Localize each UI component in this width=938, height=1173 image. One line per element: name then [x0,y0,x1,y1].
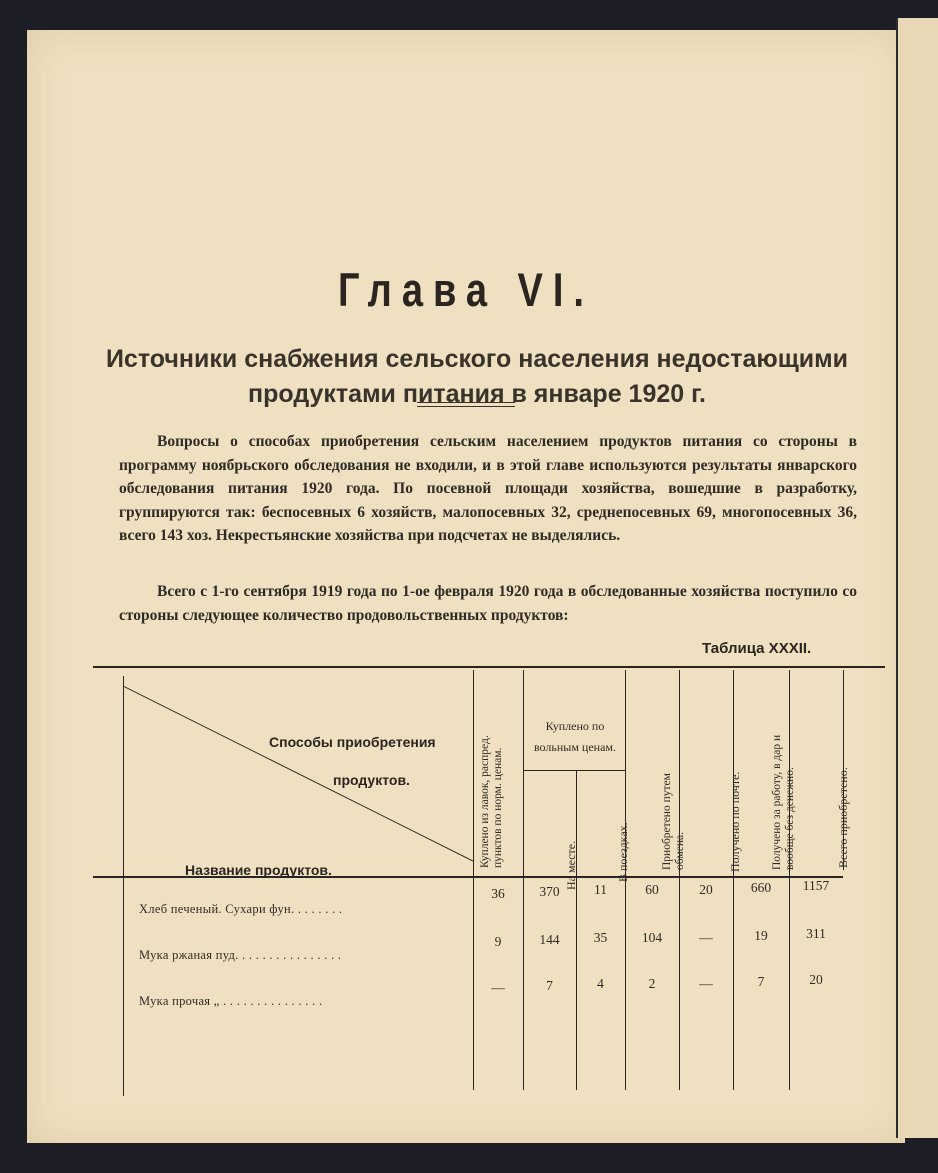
data-table [93,666,885,1096]
cell-bread-post: 20 [699,882,713,897]
cell-rye-local: 144 [539,932,560,947]
col-header-post: Получено по почте. [728,771,742,872]
col-header-exchange: Приобретено путем обмена. [661,773,686,870]
cell-other-exchange: 2 [648,976,656,991]
cell-other-local: 7 [546,978,553,993]
cell-bread-trips: 11 [594,882,607,897]
cell-other-work: 7 [757,974,765,989]
cell-rye-shops: 9 [494,934,502,949]
cell-other-trips: 4 [597,976,604,991]
paragraph-1 [119,430,857,548]
cell-bread-exchange: 60 [645,882,659,897]
chapter-heading: Глава VI. [338,264,594,318]
table-title: Таблица XXXII. [702,640,812,657]
row-label-other-flour: Мука прочая „ . . . . . . . . . . . . . . . [139,994,323,1008]
corner-top-line1: Способы приобретения [269,734,436,750]
col-header-shops: Куплено из лавок, распред. пунктов по норм. ценам. [479,735,504,868]
corner-bottom: Название продуктов. [185,862,332,878]
table-top-rule [93,666,885,668]
col-header-total: Всего приобретено. [836,767,850,868]
cell-rye-trips: 35 [593,930,608,945]
chapter-subtitle: Источники снабжения сельского населения недостающими продуктами питания в январе 1920 г. [105,345,849,408]
book-page [27,30,905,1143]
cell-bread-shops: 36 [491,886,505,901]
cell-rye-total: 311 [806,926,826,941]
cell-other-shops: — [491,980,505,995]
corner-top-line2: продуктов. [333,772,410,788]
col-divider-5 [679,670,680,1090]
corner-diagonal [123,686,473,876]
cell-other-total: 20 [809,972,823,987]
col-header-trips: В поездках. [616,822,630,882]
col-header-work-gift: Получено за работу, в дар и вообще без денежно. [771,734,796,870]
cell-bread-local: 370 [539,884,560,899]
paragraph-2-text: Всего с 1-го сентября 1919 года по 1-ое февраля 1920 года в обследованные хозяйства поступило со стороны следующее количество продовольственных продуктов: [119,583,857,624]
cell-other-post: — [699,976,713,991]
row-label-bread: Хлеб печеный. Сухари фун. . . . . . . . [139,902,343,916]
col-divider-1 [473,670,474,1090]
cell-rye-post: — [699,930,713,945]
col-divider-2 [523,670,524,1090]
col-header-free-prices: Куплено по вольным ценам. [533,719,617,754]
row-label-rye-flour: Мука ржаная пуд. . . . . . . . . . . . . . . . [139,948,342,962]
cell-bread-work: 660 [750,880,772,895]
cell-bread-total: 1157 [802,878,830,893]
paragraph-2 [119,580,857,627]
title-divider [417,402,515,407]
cell-rye-exchange: 104 [641,930,663,945]
paragraph-1-text: Вопросы о способах приобретения сельским населением продуктов питания со стороны в программу ноябрьского обследования не входили, и в этой главе используются результаты январского обследования питания 1920 года. По посевной площади хозяйства, вошедшие в разработку, группируются так: беспосевных 6 хозяйств, малопосевных 32, среднепосевных 69, многопосевных 36, всего 143 хоз. Некрестьянские хозяйства при подсчетах не выделялись. [119,433,857,544]
adjacent-page-edge [896,18,938,1138]
col-header-local: На месте. [564,840,578,890]
cell-rye-work: 19 [754,928,768,943]
subheader-rule [523,770,625,771]
